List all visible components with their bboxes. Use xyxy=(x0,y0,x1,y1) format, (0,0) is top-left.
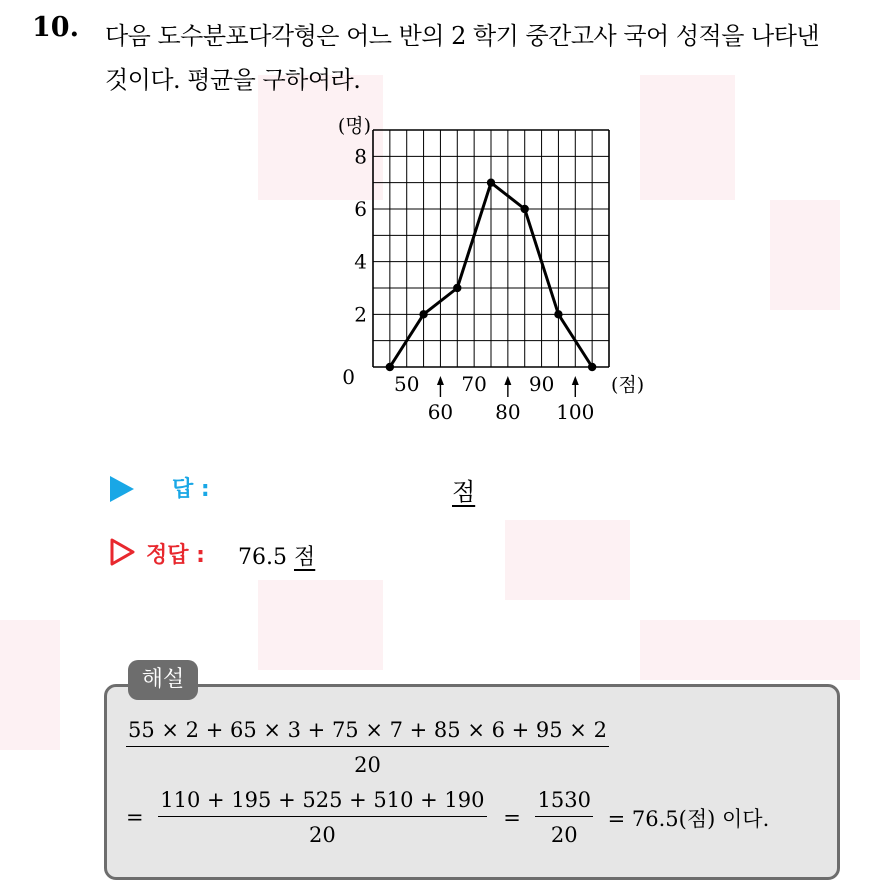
question-text-line1: 다음 도수분포다각형은 어느 반의 2 학기 중간고사 국어 성적을 나타낸 xyxy=(105,22,820,50)
x-tick-label: 90 xyxy=(528,372,555,396)
solution-label: 정답 : xyxy=(146,543,205,568)
y-tick-label: 4 xyxy=(354,249,367,274)
data-point xyxy=(588,363,596,371)
solution-unit: 점 xyxy=(293,545,316,570)
explanation-fraction-2 xyxy=(158,788,486,847)
explanation-box xyxy=(104,684,840,880)
question-number: 10. xyxy=(32,12,79,43)
question-text-line2: 것이다. 평균을 구하여라. xyxy=(105,66,361,94)
x-tick-arrowhead xyxy=(437,376,444,385)
answer-label: 답 : xyxy=(172,477,210,502)
fraction-3-numerator: 1530 xyxy=(535,788,592,817)
x-tick-label: 60 xyxy=(427,400,454,424)
data-point xyxy=(521,205,529,213)
fraction-1-denominator: 20 xyxy=(354,753,381,777)
fraction-2-numerator: 110 + 195 + 525 + 510 + 190 xyxy=(158,788,486,817)
answer-unit: 점 xyxy=(452,478,476,506)
explanation-tag: 해설 xyxy=(128,660,198,700)
fraction-1-numerator: 55 × 2 + 65 × 3 + 75 × 7 + 85 × 6 + 95 × 2 xyxy=(126,718,609,747)
y-tick-label: 6 xyxy=(354,197,367,221)
x-tick-arrowhead xyxy=(572,376,579,385)
x-axis-label: (점) xyxy=(611,374,645,396)
answer-arrow-icon xyxy=(110,476,134,502)
explanation-line1 xyxy=(126,718,609,777)
frequency-polygon-chart xyxy=(320,110,660,430)
y-axis-label: (명) xyxy=(337,115,371,137)
data-point xyxy=(554,310,562,318)
solution-row xyxy=(110,536,610,572)
fraction-3-denominator: 20 xyxy=(550,823,578,847)
y-tick-label: 8 xyxy=(354,144,367,169)
explanation-result: = 76.5(점) 이다. xyxy=(607,806,770,831)
data-point xyxy=(487,178,495,186)
equals-sign-1: = xyxy=(126,805,144,830)
x-tick-label: 50 xyxy=(393,372,420,396)
solution-value: 76.5 xyxy=(238,545,287,570)
solution-arrow-icon xyxy=(110,538,136,566)
explanation-line2 xyxy=(126,788,769,847)
x-tick-arrowhead xyxy=(504,376,511,385)
explanation-fraction-1 xyxy=(126,718,609,777)
data-point xyxy=(419,310,427,318)
x-tick-label: 70 xyxy=(461,372,487,396)
explanation-fraction-3 xyxy=(535,788,592,847)
answer-row xyxy=(110,472,610,508)
y-tick-label: 2 xyxy=(354,302,367,327)
x-tick-label: 100 xyxy=(556,400,595,424)
equals-sign-2: = xyxy=(503,805,521,830)
data-point xyxy=(386,363,394,371)
fraction-2-denominator: 20 xyxy=(309,823,336,847)
question-text xyxy=(105,14,865,102)
solution-value-group xyxy=(238,540,315,571)
x-tick-label: 80 xyxy=(495,400,521,424)
y-tick-label: 0 xyxy=(342,365,355,389)
data-point xyxy=(453,284,461,292)
